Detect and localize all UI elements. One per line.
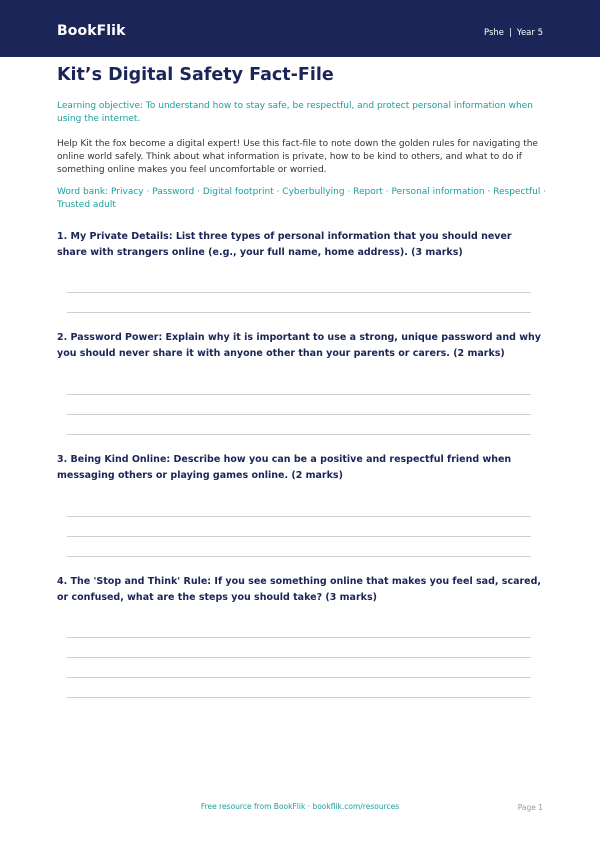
answer-line[interactable] bbox=[67, 394, 531, 395]
question-3: 3. Being Kind Online: Describe how you can be a positive and respectful friend when messaging others or playing games online. (2 marks) bbox=[57, 454, 512, 481]
answer-line[interactable] bbox=[67, 434, 531, 435]
page-number: Page 1 bbox=[517, 803, 543, 812]
answer-line[interactable] bbox=[67, 637, 531, 638]
footer-resource-link[interactable]: Free resource from BookFlik · bookflik.com/resources bbox=[200, 802, 400, 811]
answer-line[interactable] bbox=[67, 536, 531, 537]
separator: | bbox=[509, 28, 512, 38]
answer-line[interactable] bbox=[67, 292, 531, 293]
page-title: Kit’s Digital Safety Fact-File bbox=[57, 65, 334, 85]
brand-logo: BookFlik bbox=[57, 23, 126, 39]
answer-line[interactable] bbox=[67, 556, 531, 557]
question-1: 1. My Private Details: List three types of personal information that you should never share with strangers online (e.g., your full name, home address). (3 marks) bbox=[57, 231, 512, 258]
question-4: 4. The 'Stop and Think' Rule: If you see something online that makes you feel sad, scared, or confused, what are the steps you should take? (3 marks) bbox=[57, 576, 542, 603]
year-label: Year 5 bbox=[516, 28, 543, 38]
answer-line[interactable] bbox=[67, 677, 531, 678]
header-bar bbox=[0, 0, 600, 57]
answer-line[interactable] bbox=[67, 516, 531, 517]
word-bank: Word bank: Privacy · Password · Digital footprint · Cyberbullying · Report · Personal information · Respectful · Trusted adult bbox=[57, 187, 547, 210]
header-meta bbox=[484, 28, 543, 38]
intro-text: Help Kit the fox become a digital expert! Use this fact-file to note down the golden rules for navigating the online world safely. Think about what information is private, how to be kind to others, and what to do if something online makes you feel uncomfortable or worried. bbox=[57, 139, 538, 176]
learning-objective: Learning objective: To understand how to stay safe, be respectful, and protect personal information when using the internet. bbox=[57, 101, 533, 124]
answer-line[interactable] bbox=[67, 657, 531, 658]
answer-line[interactable] bbox=[67, 414, 531, 415]
subject-label: Pshe bbox=[483, 28, 505, 38]
question-2: 2. Password Power: Explain why it is important to use a strong, unique password and why you should never share it with anyone other than your parents or carers. (2 marks) bbox=[57, 332, 541, 359]
answer-line[interactable] bbox=[67, 697, 531, 698]
answer-line[interactable] bbox=[67, 312, 531, 313]
